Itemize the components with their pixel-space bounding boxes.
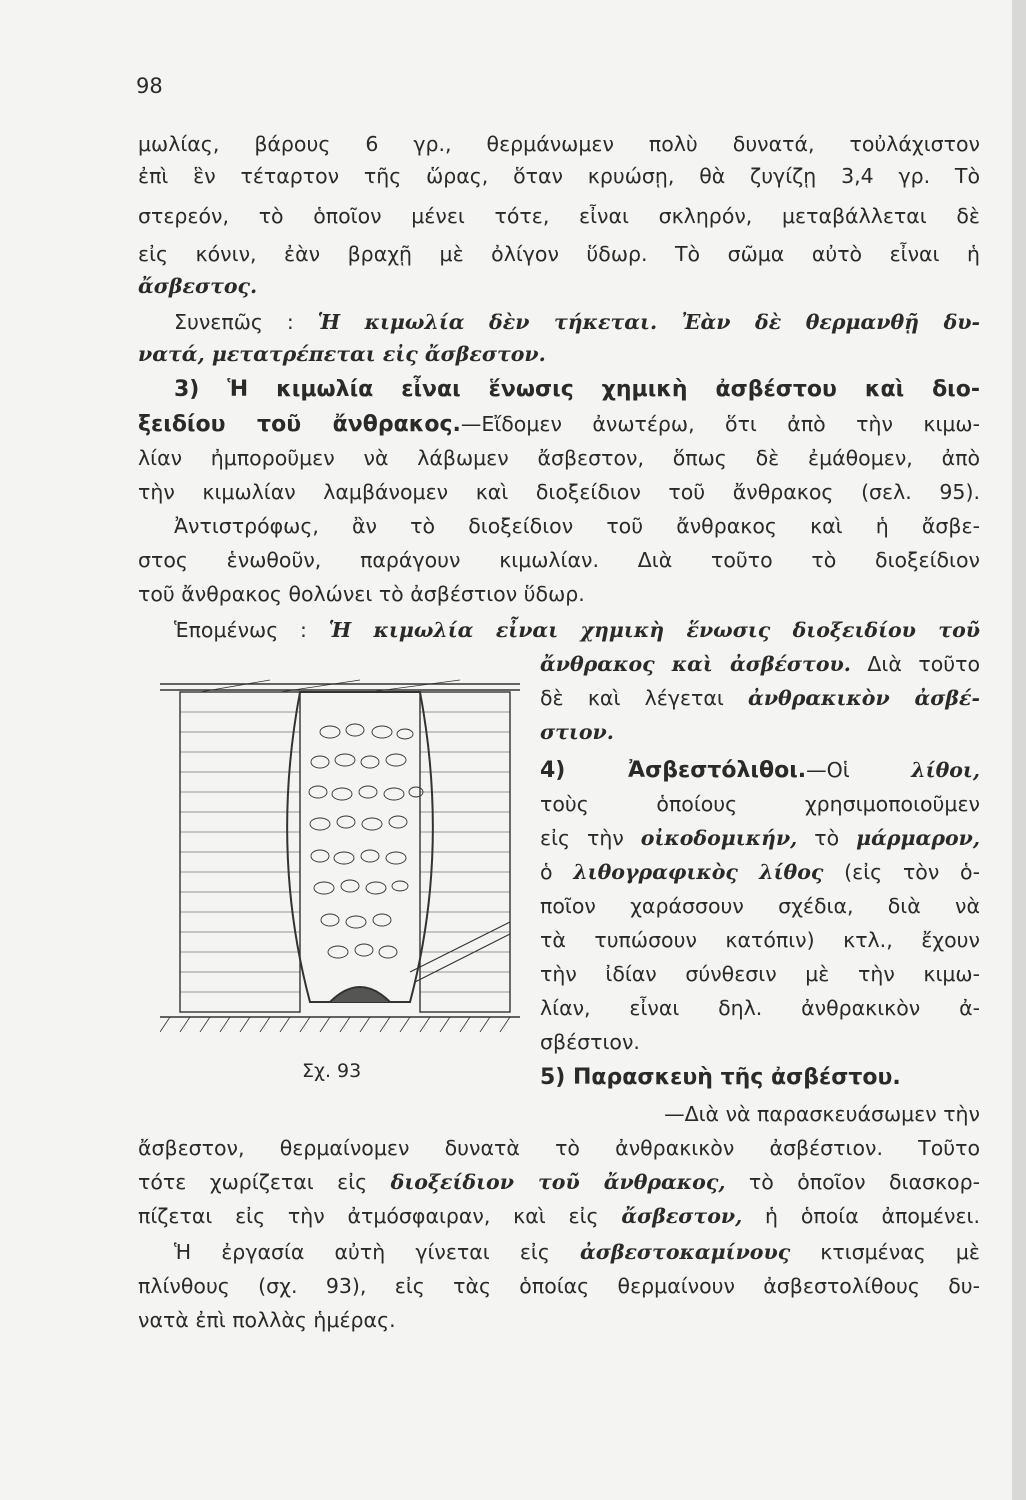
text-line: τὴν κιμωλίαν λαμβάνομεν καὶ διοξείδιον τοῦ ἄνθρακος (σελ. 95).	[138, 480, 980, 504]
text-line: —Διὰ νὰ παρασκευάσωμεν τὴν	[664, 1102, 980, 1126]
text-line: Συνεπῶς : Ἡ κιμωλία δὲν τήκεται. Ἐὰν δὲ θερμανθῇ δυ-	[174, 310, 980, 334]
text-line: νατά, μετατρέπεται εἰς ἄσβεστον.	[138, 342, 546, 366]
text-line: εἰς κόνιν, ἐὰν βραχῇ μὲ ὀλίγον ὕδωρ. Τὸ σῶμα αὐτὸ εἶναι ἡ	[138, 242, 980, 266]
text-line: εἰς τὴν οἰκοδομικήν, τὸ μάρμαρον,	[540, 826, 980, 850]
text-line: τοῦ ἄνθρακος θολώνει τὸ ἀσβέστιον ὕδωρ.	[138, 582, 585, 606]
text-line: πίζεται εἰς τὴν ἀτμόσφαιραν, καὶ εἰς ἄσβεστον, ἡ ὁποία ἀπομένει.	[138, 1204, 980, 1228]
text-line: τὴν ἰδίαν σύνθεσιν μὲ τὴν κιμω-	[540, 962, 980, 986]
text-line: στιον.	[540, 720, 614, 744]
text-line: τοὺς ὁποίους χρησιμοποιοῦμεν	[540, 792, 980, 816]
term-asbestos: ἄσβεστος.	[138, 274, 258, 298]
text-line: τὰ τυπώσουν κατόπιν) κτλ., ἔχουν	[540, 928, 980, 952]
text-line: ἐπὶ ἓν τέταρτον τῆς ὥρας, ὅταν κρυώσῃ, θὰ ζυγίζῃ 3,4 γρ. Τὸ	[138, 164, 980, 188]
section-heading-4: 4) Ἀσβεστόλιθοι.—Οἱ λίθοι,	[540, 758, 980, 783]
text-line: ἄνθρακος καὶ ἀσβέστου. Διὰ τοῦτο	[540, 652, 980, 676]
text-line: στερεόν, τὸ ὁποῖον μένει τότε, εἶναι σκληρόν, μεταβάλλεται δὲ	[138, 204, 980, 228]
text-line: ξειδίου τοῦ ἄνθρακος.—Εἴδομεν ἀνωτέρω, ὅτι ἀπὸ τὴν κιμω-	[138, 412, 980, 437]
text-line: μωλίας, βάρους 6 γρ., θερμάνωμεν πολὺ δυνατά, τοὐλάχιστον	[138, 132, 980, 156]
text-line	[138, 270, 980, 302]
text-line: λίαν, εἶναι δηλ. ἀνθρακικὸν ἀ-	[540, 996, 980, 1020]
text-line: δὲ καὶ λέγεται ἀνθρακικὸν ἀσβέ-	[540, 686, 980, 710]
text-line: Ἀντιστρόφως, ἂν τὸ διοξείδιον τοῦ ἄνθρακος καὶ ἡ ἄσβε-	[174, 514, 980, 538]
text-line: τότε χωρίζεται εἰς διοξείδιον τοῦ ἄνθρακος, τὸ ὁποῖον διασκορ-	[138, 1170, 980, 1194]
section-heading-3: 3) Ἡ κιμωλία εἶναι ἕνωσις χημικὴ ἀσβέστου καὶ διο-	[174, 377, 980, 402]
text-line: λίαν ἠμποροῦμεν νὰ λάβωμεν ἄσβεστον, ὅπως δὲ ἐμάθομεν, ἀπὸ	[138, 446, 980, 470]
text-line: σβέστιον.	[540, 1030, 640, 1054]
text-line: πλίνθους (σχ. 93), εἰς τὰς ὁποίας θερμαίνουν ἀσβεστολίθους δυ-	[138, 1274, 980, 1298]
text-line: στος ἑνωθοῦν, παράγουν κιμωλίαν. Διὰ τοῦτο τὸ διοξείδιον	[138, 548, 980, 572]
text-line: ὁ λιθογραφικὸς λίθος (εἰς τὸν ὁ-	[540, 860, 980, 884]
text-line: Ἡ ἐργασία αὐτὴ γίνεται εἰς ἀσβεστοκαμίνους κτισμένας μὲ	[174, 1240, 980, 1264]
lime-kiln-illustration	[160, 672, 520, 1044]
page-number: 98	[136, 74, 163, 98]
page-edge	[1012, 0, 1026, 1500]
text-line: ἄσβεστον, θερμαίνομεν δυνατὰ τὸ ἀνθρακικὸν ἀσβέστιον. Τοῦτο	[138, 1136, 980, 1160]
text-line: Ἑπομένως : Ἡ κιμωλία εἶναι χημικὴ ἕνωσις διοξειδίου τοῦ	[174, 618, 980, 642]
text-line: νατὰ ἐπὶ πολλὰς ἡμέρας.	[138, 1308, 396, 1332]
section-heading-5: 5) Παρασκευὴ τῆς ἀσβέστου.	[540, 1065, 901, 1090]
text-line: ποῖον χαράσσουν σχέδια, διὰ νὰ	[540, 894, 980, 918]
figure-caption: Σχ. 93	[302, 1060, 362, 1082]
